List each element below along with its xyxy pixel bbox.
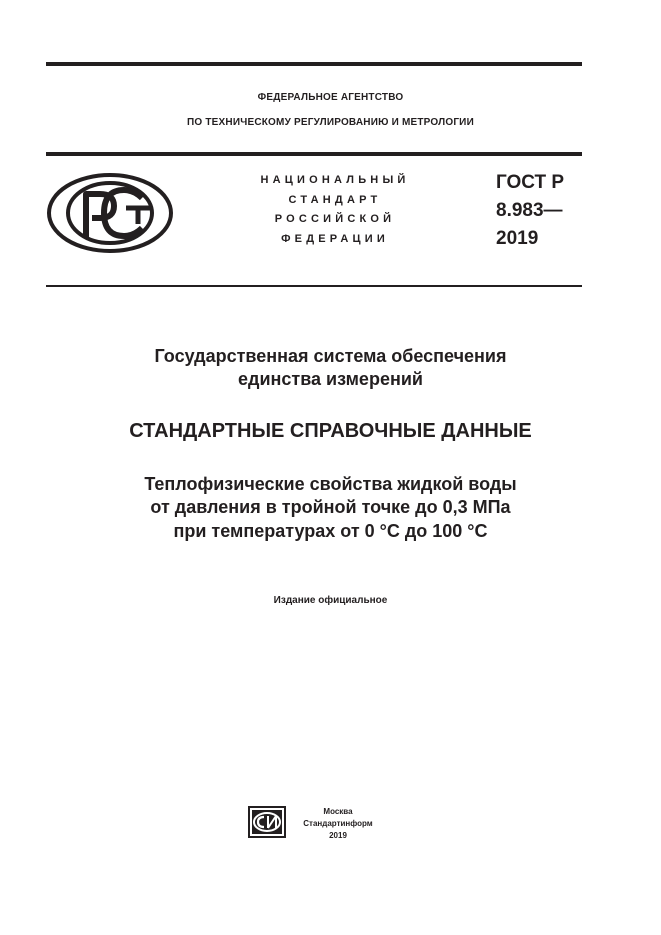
publisher-name: Стандартинформ xyxy=(303,819,373,828)
series-title-line-1: Государственная система обеспечения xyxy=(154,346,507,366)
header-rule xyxy=(46,152,582,156)
national-standard-line-3: РОССИЙСКОЙ xyxy=(274,213,396,225)
national-standard-line-2: СТАНДАРТ xyxy=(288,194,382,206)
edition-note: Издание официальное xyxy=(273,595,388,606)
block-rule xyxy=(46,285,582,287)
publisher-city: Москва xyxy=(323,807,353,816)
subtitle-line-3: при температурах от 0 °С до 100 °С xyxy=(173,521,488,541)
agency-line-1: ФЕДЕРАЛЬНОЕ АГЕНТСТВО xyxy=(257,92,404,103)
agency-line-2: ПО ТЕХНИЧЕСКОМУ РЕГУЛИРОВАНИЮ И МЕТРОЛОГИИ xyxy=(187,117,474,128)
gost-designation-line-2: 8.983— xyxy=(496,200,563,221)
national-standard-line-4: ФЕДЕРАЦИИ xyxy=(281,233,389,245)
subtitle-line-2: от давления в тройной точке до 0,3 МПа xyxy=(150,497,511,517)
subtitle-line-1: Теплофизические свойства жидкой воды xyxy=(144,474,517,494)
gost-designation-line-1: ГОСТ Р xyxy=(496,172,565,193)
rst-certification-mark-icon xyxy=(46,172,174,254)
national-standard-line-1: НАЦИОНАЛЬНЫЙ xyxy=(260,174,410,186)
gost-designation-line-3: 2019 xyxy=(496,228,539,249)
top-rule xyxy=(46,62,582,66)
standartinform-logo-icon xyxy=(248,806,286,838)
publisher-year: 2019 xyxy=(329,831,347,840)
series-title-line-2: единства измерений xyxy=(238,369,423,389)
main-title: СТАНДАРТНЫЕ СПРАВОЧНЫЕ ДАННЫЕ xyxy=(129,420,532,442)
